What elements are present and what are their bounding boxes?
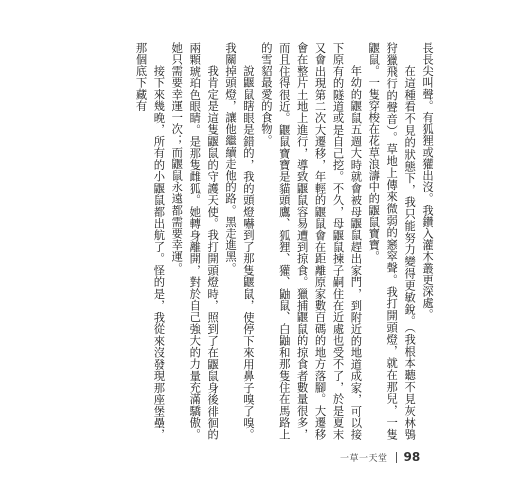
page-footer <box>340 449 420 465</box>
footer-divider <box>396 452 397 463</box>
paragraph: 在這種看不見的狀態下，我只能努力變得更敏銳。（我根本聽不見灰林鴞狩獵飛行的聲音）。草地上傳來微弱的窸窣聲。我打開頭燈，就在那兒，一隻鼴鼠。一隻穿梭在花草浪濤中的鼴鼠寶寶。 <box>367 42 417 440</box>
paragraph: 年幼的鼴鼠五週大時就會被母鼴鼠趕出家門，到附近的地道成家，可以接下原有的隧道或是自己挖。不久，母鼴鼠揀子嗣住在近處也受不了，於是夏末又會出現第二次大遷移，年輕的鼴鼠會在距離原家數百碼的地方落腳。大遷移會在整片土地上進行，導致鼴鼠容易遭到掠食。獵捕鼴鼠的掠食者數量很多，而且住得很近。鼴鼠寶寶是貓頭鷹、狐狸、獾、鼬鼠、白鼬和那隻住在馬路上的雪貂最愛的食物。 <box>259 42 363 440</box>
page-number: 98 <box>403 450 421 464</box>
paragraph: 接下來幾晚，所有的小鼴鼠都出航了。怪的是，我從來沒發現那座堡壘，那個底下藏有 <box>134 42 166 440</box>
paragraph: 說鼴鼠瞎眼是錯的，我的頭燈嚇到了那隻鼴鼠，使停下來用鼻子嗅了嗅。我關掉頭燈，讓他繼續走他的路。黑走進黑。 <box>224 42 255 440</box>
paragraph: 我肯定是這隻鼴鼠的守護天使。我打開頭燈時，照到了在鼴鼠身後徘徊的兩顆琥珀色眼睛。是那隻雌狐。她轉身離開，對於自己強大的力量充滿驕傲。她只需要幸運一次；而鼴鼠永遠都需要幸運。 <box>170 42 220 440</box>
body-text <box>84 42 436 440</box>
paragraph: 長長尖叫聲。有狐狸或獾出沒。我鑽入灌木叢更深處。 <box>421 42 434 321</box>
running-footer-title: 一草一天堂 <box>340 453 388 464</box>
